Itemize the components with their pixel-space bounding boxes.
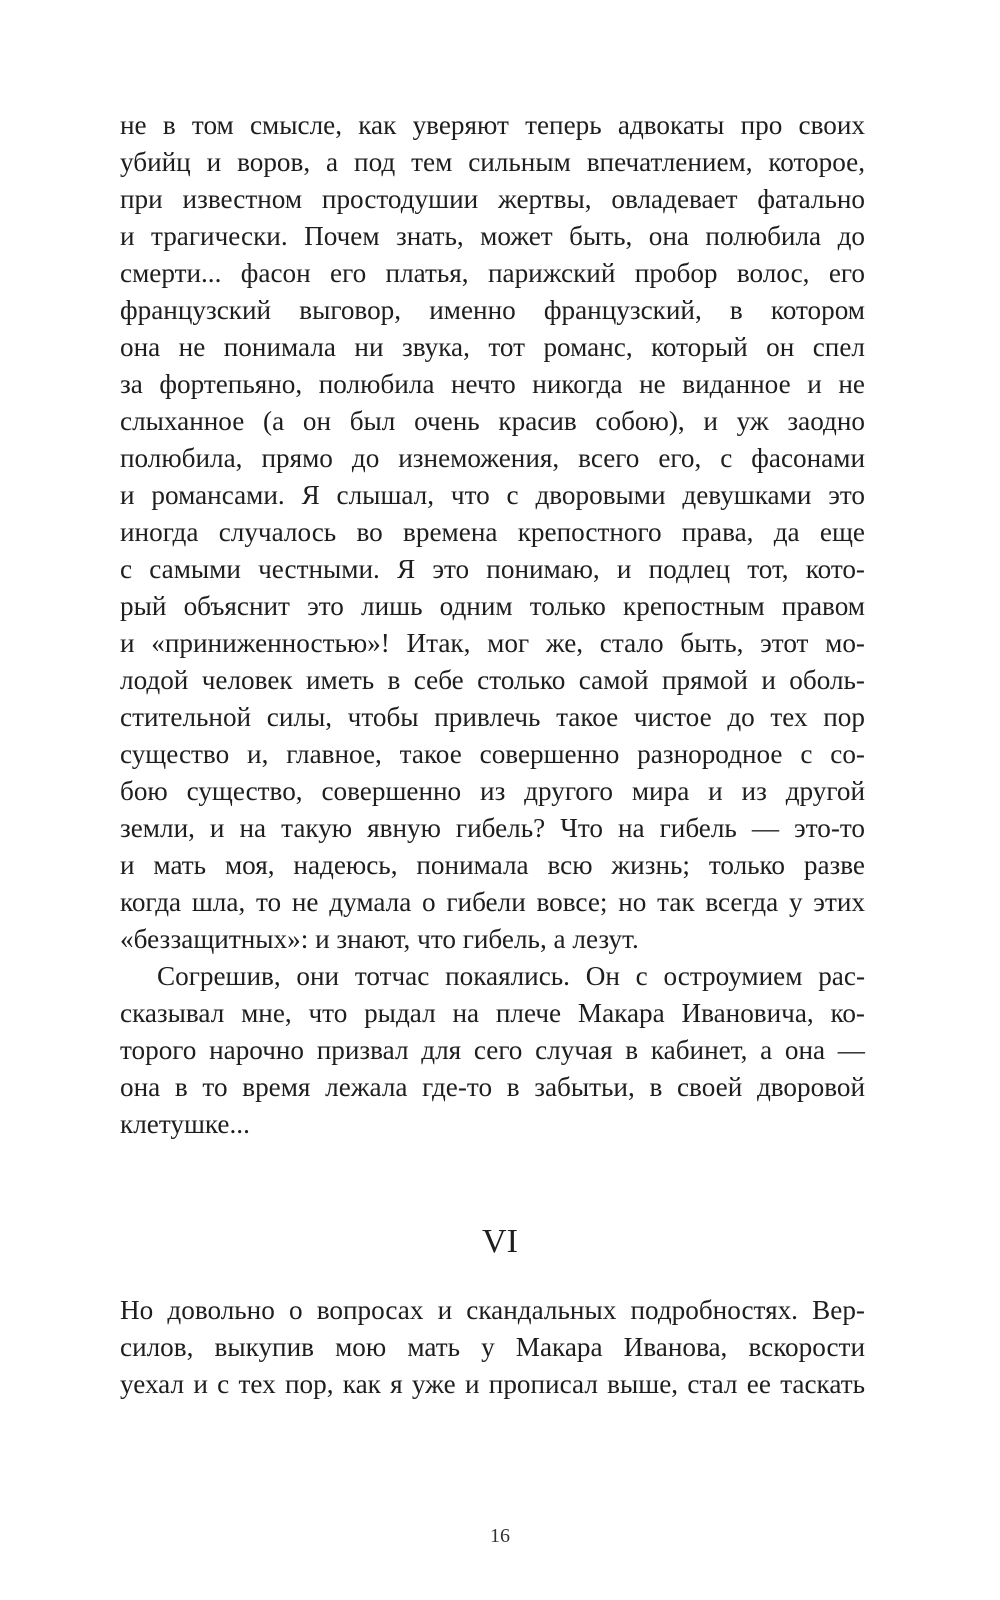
text-line: рый объяснит это лишь одним только крепостным правом: [120, 591, 865, 621]
chapter-heading: VI: [482, 1223, 518, 1260]
text-line: сказывал мне, что рыдал на плече Макара Ивановича, ко-: [120, 998, 865, 1028]
text-line: существо и, главное, такое совершенно разнородное с со-: [120, 739, 865, 769]
text-line: она в то время лежала где-то в забытьи, в своей дворовой: [120, 1072, 865, 1102]
page-number: 16: [490, 1525, 510, 1547]
text-line: лодой человек иметь в себе столько самой прямой и оболь-: [120, 665, 865, 695]
text-line: убийц и воров, а под тем сильным впечатлением, которое,: [120, 147, 865, 177]
text-line: Но довольно о вопросах и скандальных подробностях. Вер-: [120, 1295, 865, 1325]
text-line: французский выговор, именно французский, в котором: [120, 295, 865, 325]
text-line: и романсами. Я слышал, что с дворовыми девушками это: [120, 480, 865, 510]
text-line: «беззащитных»: и знают, что гибель, а лезут.: [120, 924, 639, 954]
text-line: уехал и с тех пор, как я уже и прописал выше, стал ее таскать: [120, 1369, 865, 1399]
text-line: бою существо, совершенно из другого мира и из другой: [120, 776, 865, 806]
text-line: смерти... фасон его платья, парижский пробор волос, его: [120, 258, 865, 288]
text-line: не в том смысле, как уверяют теперь адвокаты про своих: [120, 110, 865, 140]
text-line: земли, и на такую явную гибель? Что на гибель — это-то: [120, 813, 865, 843]
text-line: при известном простодушии жертвы, овладевает фатально: [120, 184, 865, 214]
text-line: за фортепьяно, полюбила нечто никогда не виданное и не: [120, 369, 865, 399]
text-line: когда шла, то не думала о гибели вовсе; но так всегда у этих: [120, 887, 865, 917]
text-line: полюбила, прямо до изнеможения, всего его, с фасонами: [120, 443, 865, 473]
text-line: слыханное (а он был очень красив собою), и уж заодно: [120, 406, 865, 436]
text-line: силов, выкупив мою мать у Макара Иванова, вскорости: [120, 1332, 865, 1362]
text-line: с самыми честными. Я это понимаю, и подлец тот, кото-: [120, 554, 865, 584]
text-line: и трагически. Почем знать, может быть, она полюбила до: [120, 221, 865, 251]
text-line: она не понимала ни звука, тот романс, который он спел: [120, 332, 865, 362]
text-line: Согрешив, они тотчас покаялись. Он с остроумием рас-: [157, 961, 865, 991]
text-line: и «приниженностью»! Итак, мог же, стало быть, этот мо-: [120, 628, 865, 658]
text-line: иногда случалось во времена крепостного права, да еще: [120, 517, 865, 547]
text-line: торого нарочно призвал для сего случая в кабинет, а она —: [120, 1035, 865, 1065]
text-line: стительной силы, чтобы привлечь такое чистое до тех пор: [120, 702, 865, 732]
text-line: клетушке...: [120, 1109, 250, 1139]
text-line: и мать моя, надеюсь, понимала всю жизнь; только разве: [120, 850, 865, 880]
